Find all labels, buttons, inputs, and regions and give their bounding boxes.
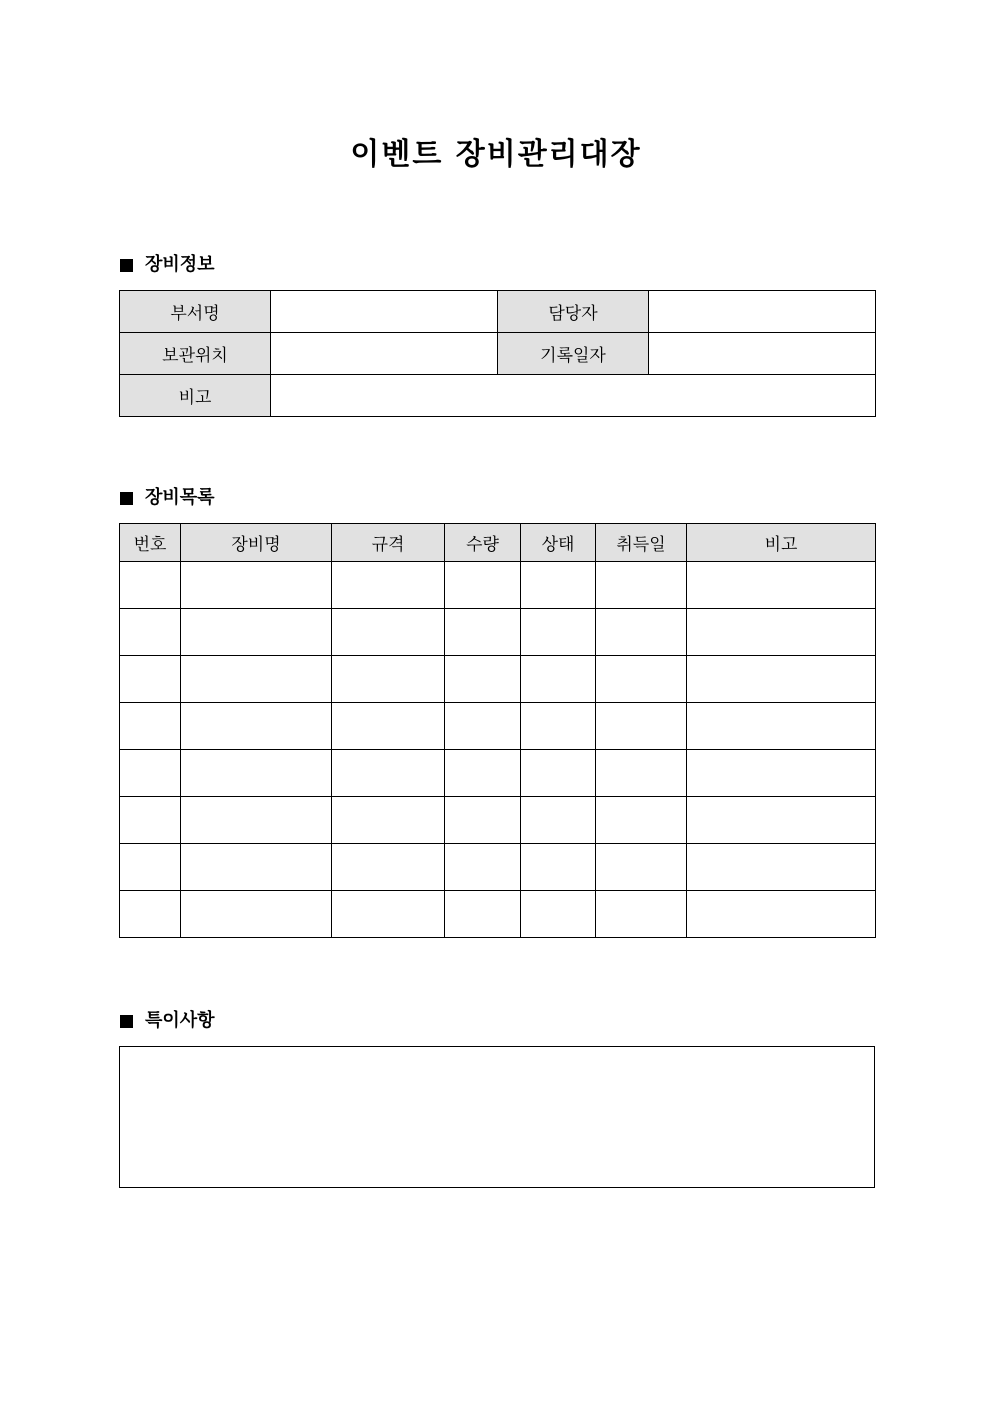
table-cell[interactable] [181, 750, 332, 797]
table-cell[interactable] [120, 891, 181, 938]
table-cell[interactable] [120, 844, 181, 891]
table-cell[interactable] [332, 750, 445, 797]
table-row [120, 609, 876, 656]
info-row [120, 333, 876, 375]
table-cell[interactable] [687, 844, 876, 891]
square-bullet-icon [120, 492, 133, 505]
table-row [120, 797, 876, 844]
table-cell[interactable] [445, 797, 521, 844]
table-cell[interactable] [521, 562, 596, 609]
table-cell[interactable] [521, 844, 596, 891]
remarks-field[interactable] [271, 375, 876, 417]
table-row [120, 891, 876, 938]
table-cell[interactable] [332, 656, 445, 703]
column-header-quantity: 수량 [445, 524, 521, 562]
table-cell[interactable] [445, 750, 521, 797]
section-heading-notes [120, 1009, 215, 1033]
table-cell[interactable] [445, 703, 521, 750]
notes-field[interactable] [119, 1046, 875, 1188]
table-cell[interactable] [181, 562, 332, 609]
location-label: 보관위치 [120, 333, 271, 375]
table-cell[interactable] [120, 797, 181, 844]
section-heading-label: 특이사항 [145, 1010, 215, 1031]
table-cell[interactable] [120, 656, 181, 703]
equipment-list-table [119, 523, 876, 938]
table-cell[interactable] [332, 609, 445, 656]
column-header-remarks: 비고 [687, 524, 876, 562]
table-cell[interactable] [120, 562, 181, 609]
table-cell[interactable] [596, 703, 687, 750]
table-cell[interactable] [181, 703, 332, 750]
table-cell[interactable] [332, 703, 445, 750]
table-header-row [120, 524, 876, 562]
dept-field[interactable] [271, 291, 498, 333]
page-title: 이벤트 장비관리대장 [350, 137, 642, 172]
remarks-label: 비고 [120, 375, 271, 417]
table-cell[interactable] [521, 609, 596, 656]
column-header-number: 번호 [120, 524, 181, 562]
date-field[interactable] [649, 333, 876, 375]
dept-label: 부서명 [120, 291, 271, 333]
table-cell[interactable] [332, 797, 445, 844]
table-cell[interactable] [687, 562, 876, 609]
table-cell[interactable] [596, 750, 687, 797]
table-cell[interactable] [596, 656, 687, 703]
table-cell[interactable] [687, 797, 876, 844]
table-cell[interactable] [521, 656, 596, 703]
table-row [120, 656, 876, 703]
table-cell[interactable] [687, 750, 876, 797]
table-cell[interactable] [687, 703, 876, 750]
date-label: 기록일자 [498, 333, 649, 375]
table-row [120, 844, 876, 891]
table-cell[interactable] [120, 703, 181, 750]
table-cell[interactable] [596, 609, 687, 656]
table-cell[interactable] [181, 891, 332, 938]
table-cell[interactable] [181, 797, 332, 844]
table-cell[interactable] [181, 656, 332, 703]
table-cell[interactable] [445, 891, 521, 938]
section-heading-info [120, 253, 215, 277]
table-cell[interactable] [181, 844, 332, 891]
table-row [120, 562, 876, 609]
table-cell[interactable] [120, 609, 181, 656]
section-heading-list [120, 486, 215, 510]
column-header-spec: 규격 [332, 524, 445, 562]
column-header-acquired: 취득일 [596, 524, 687, 562]
table-cell[interactable] [181, 609, 332, 656]
table-cell[interactable] [521, 797, 596, 844]
manager-label: 담당자 [498, 291, 649, 333]
section-heading-label: 장비목록 [145, 487, 215, 508]
table-cell[interactable] [521, 891, 596, 938]
info-row [120, 291, 876, 333]
table-cell[interactable] [687, 609, 876, 656]
table-cell[interactable] [596, 797, 687, 844]
location-field[interactable] [271, 333, 498, 375]
table-cell[interactable] [596, 562, 687, 609]
table-cell[interactable] [445, 656, 521, 703]
square-bullet-icon [120, 259, 133, 272]
table-row [120, 750, 876, 797]
manager-field[interactable] [649, 291, 876, 333]
section-heading-label: 장비정보 [145, 254, 215, 275]
table-cell[interactable] [332, 844, 445, 891]
column-header-status: 상태 [521, 524, 596, 562]
column-header-name: 장비명 [181, 524, 332, 562]
table-cell[interactable] [596, 844, 687, 891]
table-cell[interactable] [521, 750, 596, 797]
table-cell[interactable] [445, 609, 521, 656]
info-row [120, 375, 876, 417]
table-cell[interactable] [445, 844, 521, 891]
table-cell[interactable] [687, 656, 876, 703]
table-row [120, 703, 876, 750]
table-cell[interactable] [332, 891, 445, 938]
table-cell[interactable] [687, 891, 876, 938]
table-cell[interactable] [120, 750, 181, 797]
table-cell[interactable] [596, 891, 687, 938]
square-bullet-icon [120, 1015, 133, 1028]
info-table [119, 290, 876, 417]
table-cell[interactable] [521, 703, 596, 750]
table-cell[interactable] [332, 562, 445, 609]
table-cell[interactable] [445, 562, 521, 609]
